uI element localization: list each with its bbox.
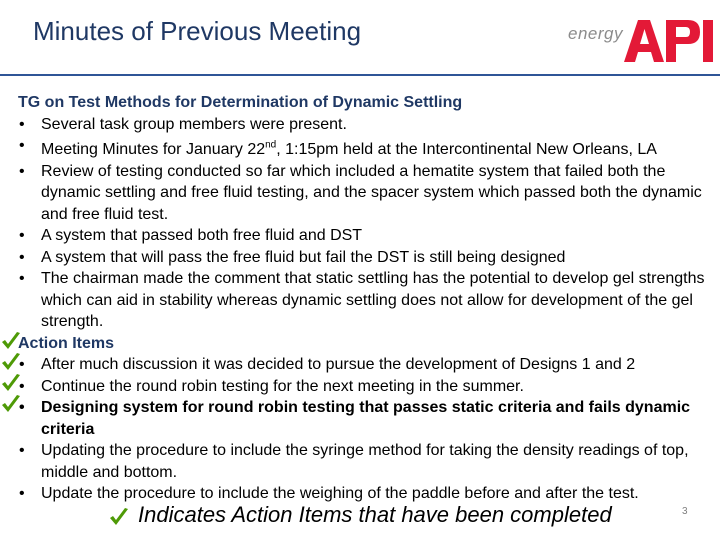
bullet: • [19,442,25,460]
bullet: • [19,248,25,266]
bullet: • [19,399,25,417]
bullet: • [19,356,25,374]
list-item-text: After much discussion it was decided to pursue the development of Designs 1 and 2 [41,356,636,374]
action-item-list [18,354,718,505]
list-item-text: A system that will pass the free fluid but fail the DST is still being designed [41,248,566,266]
list-item [18,440,718,483]
list-item-text: Meeting Minutes for January 22nd, 1:15pm held at the Intercontinental New Orleans, LA [41,140,657,159]
ordinal-suffix: nd [265,140,277,151]
list-item-text: Designing system for round robin testing that passes static criteria and fails dynamic criteria [41,399,691,438]
legend-footnote [108,502,612,528]
list-item [18,247,718,269]
checkmark-icon [108,506,130,528]
api-logo-icon [566,12,716,70]
slide-title: Minutes of Previous Meeting [33,16,362,46]
logo-tagline: energy [568,24,623,43]
list-item-text: Review of testing conducted so far which included a hematite system that failed both the dynamic settling and free fluid testing, and the spacer system which passed both the dynamic and free fluid test. [41,162,702,223]
footnote-text: Indicates Action Items that have been completed [138,502,612,527]
bullet: • [19,162,25,180]
checkmark-icon [0,393,22,415]
title-divider [0,74,720,76]
list-item-text: Updating the procedure to include the syringe method for taking the density readings of top, middle and bottom. [41,442,689,481]
list-item-text: Continue the round robin testing for the next meeting in the summer. [41,377,524,395]
tg-item-list [18,114,718,333]
checkmark-icon [0,372,22,394]
api-energy-logo [566,12,716,70]
bullet: • [19,270,25,288]
list-item [18,161,718,226]
slide-body [18,92,718,505]
page-number: 3 [682,506,688,517]
list-item [18,376,718,398]
list-item [18,397,718,440]
checkmark-icon [0,330,22,352]
bullet: • [19,115,25,133]
bullet: • [19,485,25,503]
list-item-text: A system that passed both free fluid and DST [41,227,363,245]
list-item-text: The chairman made the comment that static settling has the potential to develop gel strengths which can aid in stability whereas dynamic settling does not allow for development of the gel strength. [41,270,705,331]
list-item-text: Several task group members were present. [41,115,347,133]
checkmark-icon [0,351,22,373]
list-item [18,225,718,247]
list-item [18,268,718,333]
bullet: • [19,377,25,395]
list-item [18,354,718,376]
section-heading-action-items: Action Items [18,334,115,352]
list-item [18,114,718,136]
list-item-text: Update the procedure to include the weighing of the paddle before and after the test. [41,485,639,503]
list-item [18,135,718,161]
bullet: • [19,227,25,245]
bullet: • [19,137,25,154]
section-heading-tg: TG on Test Methods for Determination of Dynamic Settling [18,94,463,111]
